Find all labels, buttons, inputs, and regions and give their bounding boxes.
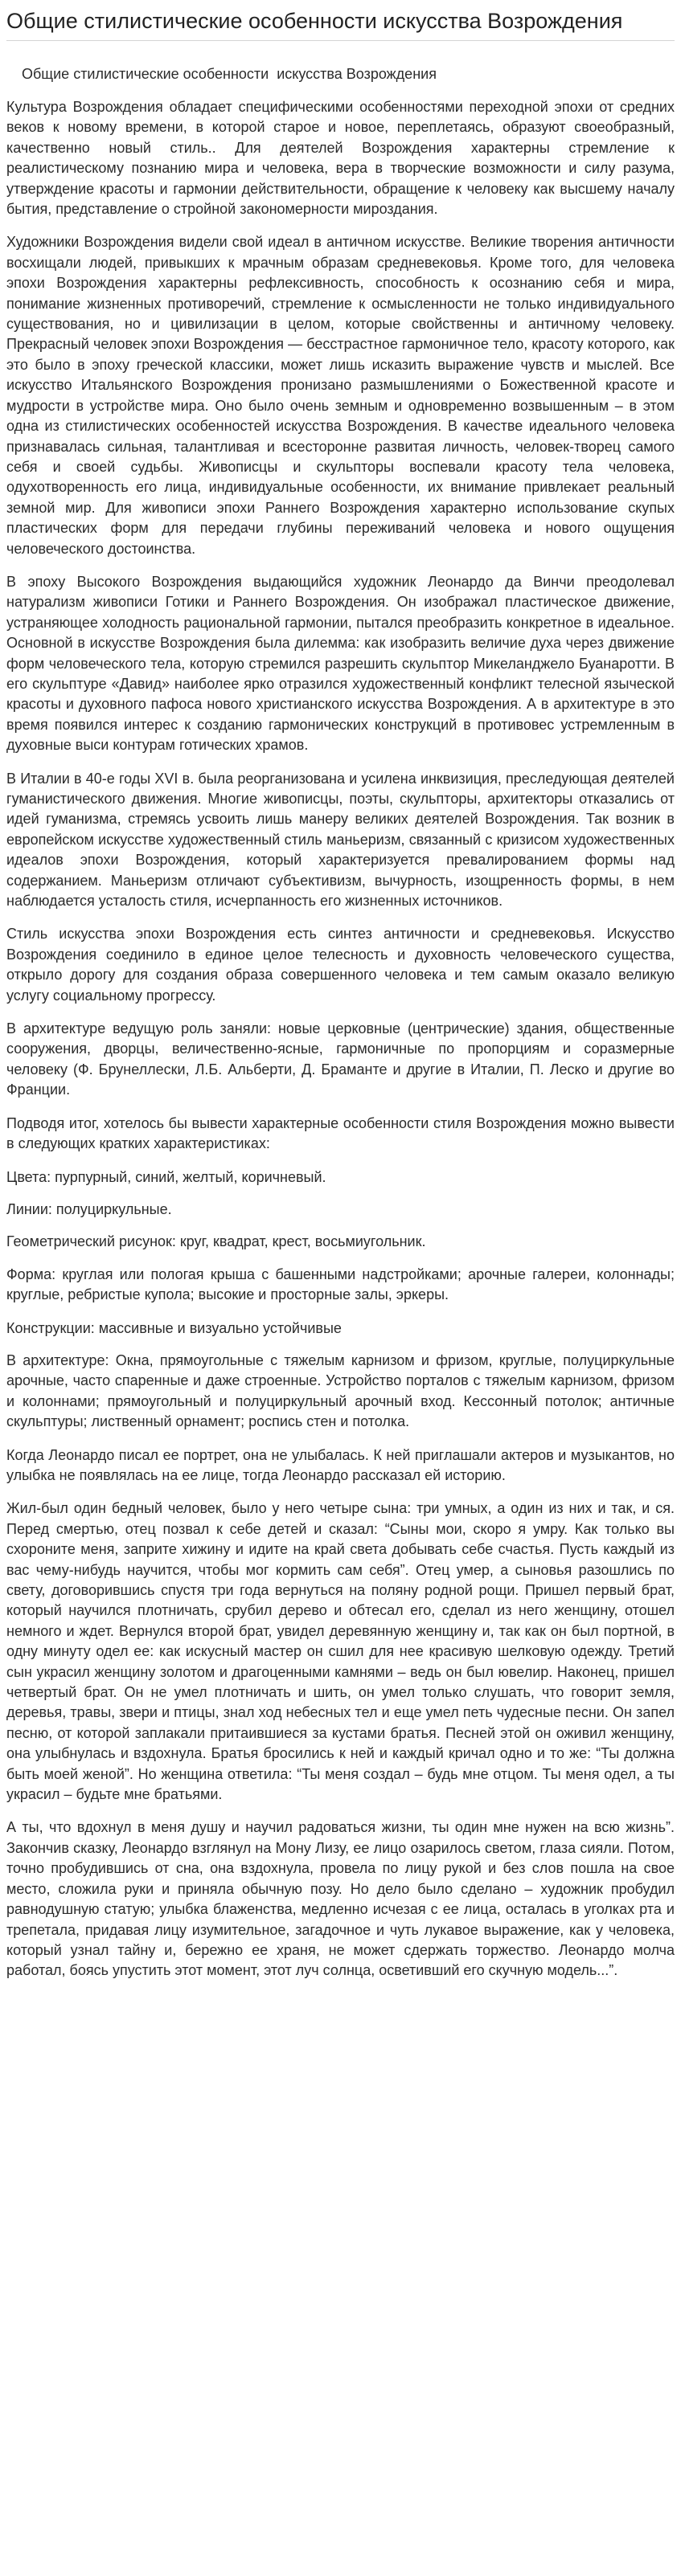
paragraph-mannerism: В Италии в 40-е годы XVI в. была реорганизована и усилена инквизиция, преследующая деятелей гуманистического движения. Многие живописцы, поэты, скульпторы, архитекторы отказались от идей гуманизма, стремясь усвоить лишь манеру великих деятелей Возрождения. Так возник в европейском искусстве художественный стиль маньеризм, связанный с кризисом художественных идеалов эпохи Возрождения, который характеризуется превалированием формы над содержанием. Маньеризм отличают субъективизм, вычурность, изощренность формы, в нем наблюдается усталость стиля, исчерпанность его жизненных источников. — [6, 770, 675, 910]
trait-colors: Цвета: пурпурный, синий, желтый, коричневый. — [6, 1168, 326, 1185]
paragraph-leonardo-portrait: Когда Леонардо писал ее портрет, она не улыбалась. К ней приглашали актеров и музыкантов, но улыбка не появлялась на ее лице, тогда Леонардо рассказал ей историю. — [6, 1446, 675, 1483]
trait-architecture: В архитектуре: Окна, прямоугольные с тяжелым карнизом и фризом, круглые, полуциркульные арочные, часто спаренные и даже строенные. Устройство порталов с тяжелым карнизом, фризом и колоннами; прямоугольный и полуциркульный арочный вход. Кессонный потолок; античные скульптуры; лиственный орнамент; роспись стен и потолка. — [6, 1351, 675, 1430]
paragraph-synthesis: Стиль искусства эпохи Возрождения есть синтез античности и средневековья. Искусство Возрождения соединило в единое целое телесность и духовность человеческого существа, открыло дорогу для создания образа совершенного человека и тем самым оказало великую услугу социальному прогрессу. — [6, 926, 675, 1004]
trait-geometry: Геометрический рисунок: круг, квадрат, крест, восьмиугольник. — [6, 1233, 426, 1250]
page-title: Общие стилистические особенности искусства Возрождения — [6, 6, 675, 41]
paragraph-tale: Жил-был один бедный человек, было у него четыре сына: три умных, а один из них и так, и ся. Перед смертью, отец позвал к себе детей и сказал: “Сыны мои, скоро я умру. Как только вы схороните меня, заприте хижину и идите на край света добывать себе счастья. Пусть каждый из вас чему-нибудь научится, чтобы мог кормить сам себя”. Отец умер, а сыновья разошлись по свету, договорившись спустя три года вернуться на поляну родной рощи. Пришел первый брат, который научился плотничать, срубил дерево и обтесал его, сделал из него женщину, отошел немного и ждет. Вернулся второй брат, увидел деревянную женщину и, так как он был портной, в одну минуту одел ее: как искусный мастер он сшил для нее красивую шелковую одежду. Третий сын украсил женщину золотом и драгоценными камнями – ведь он был ювелир. Наконец, пришел четвертый брат. Он не умел плотничать и шить, он умел только слушать, что говорит земля, деревья, травы, звери и птицы, знал ход небесных тел и еще умел петь чудесные песни. Он запел песню, от которой заплакали притаившиеся за кустами братья. Песней этой он оживил женщину, она улыбнулась и вздохнула. Братья бросились к ней и каждый кричал одно и то же: “Ты должна быть моей женой”. Но женщина ответила: “Ты меня создал – будь мне отцом. Ты меня одел, а ты украсил – будьте мне братьями. — [6, 1500, 675, 1803]
paragraph-high-renaissance: В эпоху Высокого Возрождения выдающийся художник Леонардо да Винчи преодолевал натурализм живописи Готики и Раннего Возрождения. Он изображал пластическое движение, устраняющее холодность рациональной гармонии, пытался преобразить конкретное в идеальное. Основной в искусстве Возрождения была дилемма: как изобразить величие духа через движение форм человеческого тела, которую стремился разрешить скульптор Микеланджело Буанаротти. В его скульптуре «Давид» наиболее ярко отразился художественный конфликт телесной языческой красоты и духовного пафоса нового христианского искусства Возрождения. А в архитектуре в это время появился интерес к созданию гармонических конструкций в противовес устремленным в духовные выси контурам готических храмов. — [6, 573, 675, 754]
paragraph-antiquity-ideal: Художники Возрождения видели свой идеал в античном искусстве. Великие творения античности восхищали людей, привыкших к мрачным образам средневековья. Кроме того, для человека эпохи Возрождения характерны рефлексивность, способность к осознанию себя и мира, понимание жизненных противоречий, стремление к осмысленности не только индивидуального существования, но и цивилизации в целом, которые свойственны и античному человеку. Прекрасный человек эпохи Возрождения — бесстрастное гармоничное тело, красоту которого, как это было в эпоху греческой классики, может лишь исказить выражение чувств и мыслей. Все искусство Итальянского Возрождения пронизано размышлениями о Божественной красоте и мудрости в устройстве мира. Оно было очень земным и одновременно возвышенным – в этом одна из стилистических особенностей искусства Возрождения. В качестве идеального человека признавалась сильная, талантливая и всесторонне развитая личность, человек-творец самого себя и своей судьбы. Живописцы и скульпторы воспевали красоту тела человека, одухотворенность его лица, индивидуальные особенности, их внимание привлекает реальный земной мир. Для живописи эпохи Раннего Возрождения характерно использование скупых пластических форм для передачи глубины переживаний человека и нового ощущения человеческого достоинства. — [6, 234, 675, 557]
paragraph-summary-intro: Подводя итог, хотелось бы вывести характерные особенности стиля Возрождения можно вывести в следующих кратких характеристиках: — [6, 1114, 675, 1152]
trait-constructions: Конструкции: массивные и визуально устойчивые — [6, 1319, 342, 1336]
article-subtitle: Общие стилистические особенности искусства Возрождения — [18, 66, 437, 82]
paragraph-intro: Культура Возрождения обладает специфическими особенностями переходной эпохи от средних веков к новому времени, в которой старое и новое, переплетаясь, образуют своеобразный, качественно новый стиль.. Для деятелей Возрождения характерны стремление к реалистическому познанию мира и человека, вера в творческие возможности и силу разума, утверждение красоты и гармонии действительности, обращение к человеку как высшему началу бытия, представление о стройной закономерности мироздания. — [6, 99, 675, 218]
trait-lines: Линии: полуциркульные. — [6, 1200, 172, 1217]
trait-form: Форма: круглая или пологая крыша с башенными надстройками; арочные галереи, колоннады; круглые, ребристые купола; высокие и просторные залы, эркеры. — [6, 1266, 675, 1303]
paragraph-mona-lisa: А ты, что вдохнул в меня душу и научил радоваться жизни, ты один мне нужен на всю жизнь”. Закончив сказку, Леонардо взглянул на Мону Лизу, ее лицо озарилось светом, глаза сияли. Потом, точно пробудившись от сна, она вздохнула, провела по лицу рукой и без слов пошла на свое место, сложила руки и приняла обычную позу. Но дело было сделано – художник пробудил равнодушную статую; улыбка блаженства, медленно исчезая с ее лица, осталась в уголках рта и трепетала, придавая лицу изумительное, загадочное и чуть лукавое выражение, как у человека, который узнал тайну и, бережно ее храня, не может сдержать торжество. Леонардо молча работал, боясь упустить этот момент, этот луч солнца, осветивший его скучную модель...”. — [6, 1819, 675, 1979]
paragraph-architecture: В архитектуре ведущую роль заняли: новые церковные (центрические) здания, общественные сооружения, дворцы, величественно-ясные, гармоничные по пропорциям и соразмерные человеку (Ф. Брунеллески, Л.Б. Альберти, Д. Браманте и другие в Италии, П. Леско и другие во Франции. — [6, 1020, 675, 1098]
